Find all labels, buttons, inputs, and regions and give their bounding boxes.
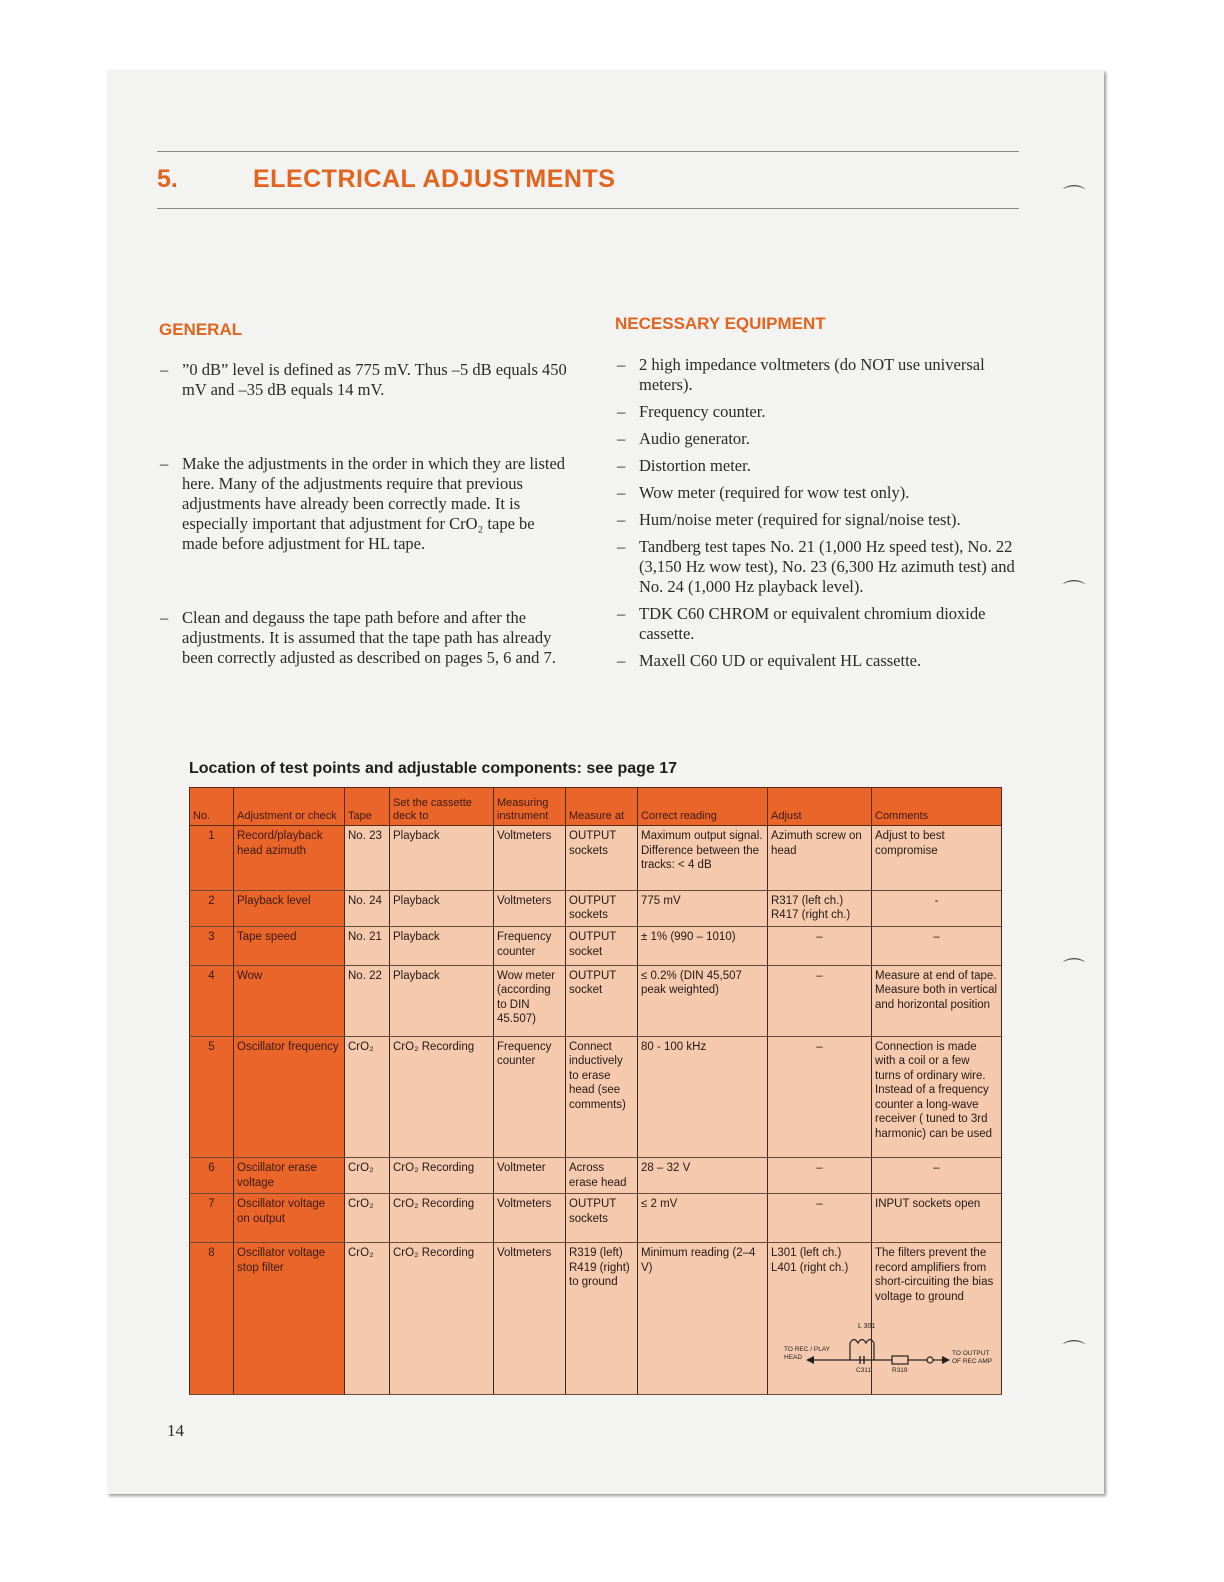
filter-circuit-diagram	[782, 1318, 1004, 1376]
cell-reading: 775 mV	[638, 890, 768, 926]
cell-measure-at: OUTPUT sockets	[566, 1194, 638, 1243]
cell-adjust: Azimuth screw on head	[768, 826, 872, 891]
cell-measure-at: OUTPUT socket	[566, 965, 638, 1036]
cell-reading: Minimum reading (2–4 V)	[638, 1243, 768, 1395]
cell-reading: ≤ 0.2% (DIN 45,507 peak weighted)	[638, 965, 768, 1036]
header-adjust: Adjust	[768, 788, 872, 826]
cell-comments: Adjust to best compromise	[872, 826, 1002, 891]
cell-set-deck: Playback	[390, 927, 494, 965]
coil-label: L 301	[858, 1323, 876, 1330]
section-title: ELECTRICAL ADJUSTMENTS	[253, 165, 616, 193]
binder-hole-icon	[1063, 180, 1083, 194]
left-label: TO REC / PLAY HEAD	[784, 1346, 830, 1361]
cell-reading: ± 1% (990 – 1010)	[638, 927, 768, 965]
list-item: – Frequency counter.	[617, 402, 1037, 422]
cell-adjustment: Playback level	[234, 890, 345, 926]
location-note: Location of test points and adjustable components: see page 17	[189, 760, 678, 777]
binder-hole-icon	[1063, 575, 1083, 589]
node-icon	[927, 1357, 933, 1363]
list-item: – Audio generator.	[617, 429, 1037, 449]
equipment-heading: NECESSARY EQUIPMENT	[615, 314, 826, 333]
cell-measure-at: OUTPUT sockets	[566, 826, 638, 891]
list-item: – 2 high impedance voltmeters (do NOT use universal meters).	[617, 355, 1037, 395]
list-item: – Hum/noise meter (required for signal/noise test).	[617, 510, 1037, 530]
table-row	[190, 1194, 1002, 1243]
cell-measure-at: Across erase head	[566, 1158, 638, 1194]
cell-instrument: Frequency counter	[494, 1036, 566, 1157]
cell-measure-at: OUTPUT sockets	[566, 890, 638, 926]
cell-set-deck: CrO₂ Recording	[390, 1158, 494, 1194]
cell-set-deck: CrO₂ Recording	[390, 1036, 494, 1157]
resistor-icon	[892, 1356, 908, 1364]
header-comments: Comments	[872, 788, 1002, 826]
cell-comments: Connection is made with a coil or a few turns of ordinary wire. Instead of a frequency counter a long-wave receiver ( tuned to 3rd harmonic) can be used	[872, 1036, 1002, 1157]
cell-adjust: –	[768, 927, 872, 965]
table-row	[190, 1158, 1002, 1194]
cell-set-deck: Playback	[390, 965, 494, 1036]
cell-set-deck: Playback	[390, 890, 494, 926]
title-rule	[157, 208, 1019, 209]
cell-adjust: –	[768, 1194, 872, 1243]
top-rule	[157, 151, 1019, 152]
cell-adjustment: Oscillator voltage stop filter	[234, 1243, 345, 1395]
comments-text: The filters prevent the record amplifiers from short-circuiting the bias voltage to ground	[875, 1247, 994, 1303]
cell-comments: Measure at end of tape. Measure both in vertical and horizontal position	[872, 965, 1002, 1036]
list-item: – TDK C60 CHROM or equivalent chromium dioxide cassette.	[617, 604, 1037, 644]
cell-measure-at: OUTPUT socket	[566, 927, 638, 965]
cell-adjustment: Oscillator voltage on output	[234, 1194, 345, 1243]
cell-tape: CrO₂	[345, 1194, 390, 1243]
list-item: – ”0 dB” level is defined as 775 mV. Thus –5 dB equals 450 mV and –35 dB equals 14 mV.	[160, 360, 570, 400]
cell-tape: No. 21	[345, 927, 390, 965]
cell-adjust: –	[768, 1158, 872, 1194]
list-item: – Clean and degauss the tape path before and after the adjustments. It is assumed that the tape path has already been correctly adjusted as described on pages 5, 6 and 7.	[160, 608, 570, 668]
cell-adjustment: Oscillator erase voltage	[234, 1158, 345, 1194]
cell-adjust: –	[768, 1036, 872, 1157]
coil-icon	[850, 1340, 874, 1361]
cell-comments: –	[872, 1158, 1002, 1194]
cell-instrument: Voltmeters	[494, 1194, 566, 1243]
cell-instrument: Voltmeters	[494, 826, 566, 891]
list-item: – Distortion meter.	[617, 456, 1037, 476]
adjustments-table	[189, 787, 1002, 1395]
cell-set-deck: Playback	[390, 826, 494, 891]
cell-adjust: R317 (left ch.) R417 (right ch.)	[768, 890, 872, 926]
binder-hole-icon	[1063, 1335, 1083, 1349]
header-tape: Tape	[345, 788, 390, 826]
cell-adjustment: Tape speed	[234, 927, 345, 965]
cell-reading: Maximum output signal. Difference between the tracks: < 4 dB	[638, 826, 768, 891]
cell-tape: CrO₂	[345, 1158, 390, 1194]
cell-adjustment: Oscillator frequency	[234, 1036, 345, 1157]
list-item: – Make the adjustments in the order in which they are listed here. Many of the adjustments require that previous adjustments have already been correctly made. It is especially important that adjustment for CrO₂ tape be made before adjustment for HL tape.	[160, 454, 570, 554]
cell-comments: -	[872, 890, 1002, 926]
right-label: TO OUTPUT OF REC AMP	[952, 1350, 993, 1365]
cell-instrument: Voltmeters	[494, 890, 566, 926]
cell-comments: INPUT sockets open	[872, 1194, 1002, 1243]
cell-no: 4	[190, 965, 234, 1036]
cell-tape: No. 23	[345, 826, 390, 891]
cell-instrument: Voltmeter	[494, 1158, 566, 1194]
general-heading: GENERAL	[159, 320, 243, 339]
header-measure-at: Measure at	[566, 788, 638, 826]
cell-no: 5	[190, 1036, 234, 1157]
cell-adjust: L301 (left ch.) L401 (right ch.)	[768, 1243, 872, 1395]
cell-tape: CrO₂	[345, 1243, 390, 1395]
table-row	[190, 826, 1002, 891]
cell-adjustment: Wow	[234, 965, 345, 1036]
header-no: No.	[190, 788, 234, 826]
cell-no: 3	[190, 927, 234, 965]
cell-adjust: –	[768, 965, 872, 1036]
table-row	[190, 1036, 1002, 1157]
table-row	[190, 965, 1002, 1036]
cell-measure-at: R319 (left) R419 (right) to ground	[566, 1243, 638, 1395]
header-adjustment: Adjustment or check	[234, 788, 345, 826]
binder-hole-icon	[1063, 953, 1083, 967]
section-number: 5.	[157, 165, 178, 193]
cell-reading: 28 – 32 V	[638, 1158, 768, 1194]
arrow-right-icon	[942, 1356, 950, 1364]
cell-no: 1	[190, 826, 234, 891]
arrow-left-icon	[806, 1356, 814, 1364]
cell-set-deck: CrO₂ Recording	[390, 1243, 494, 1395]
list-item: – Maxell C60 UD or equivalent HL cassette.	[617, 651, 1037, 671]
capacitor-label: C311	[856, 1367, 872, 1374]
table-header-row	[190, 788, 1002, 826]
cell-no: 8	[190, 1243, 234, 1395]
list-item: – Wow meter (required for wow test only).	[617, 483, 1037, 503]
header-instrument: Measuring instrument	[494, 788, 566, 826]
cell-tape: No. 22	[345, 965, 390, 1036]
cell-measure-at: Connect inductively to erase head (see comments)	[566, 1036, 638, 1157]
header-set-deck: Set the cassette deck to	[390, 788, 494, 826]
list-item: – Tandberg test tapes No. 21 (1,000 Hz speed test), No. 22 (3,150 Hz wow test), No. 23 (6,300 Hz azimuth test) and No. 24 (1,000 Hz playback level).	[617, 537, 1037, 597]
cell-no: 6	[190, 1158, 234, 1194]
general-list	[160, 360, 570, 668]
table-row	[190, 890, 1002, 926]
cell-tape: No. 24	[345, 890, 390, 926]
cell-no: 7	[190, 1194, 234, 1243]
cell-reading: ≤ 2 mV	[638, 1194, 768, 1243]
header-reading: Correct reading	[638, 788, 768, 826]
cell-set-deck: CrO₂ Recording	[390, 1194, 494, 1243]
cell-instrument: Frequency counter	[494, 927, 566, 965]
cell-reading: 80 - 100 kHz	[638, 1036, 768, 1157]
resistor-label: R319	[892, 1367, 908, 1374]
page-number: 14	[167, 1421, 184, 1440]
cell-tape: CrO₂	[345, 1036, 390, 1157]
cell-instrument: Wow meter (according to DIN 45.507)	[494, 965, 566, 1036]
cell-no: 2	[190, 890, 234, 926]
equipment-list	[617, 355, 1037, 671]
cell-comments: –	[872, 927, 1002, 965]
table-row	[190, 927, 1002, 965]
cell-adjustment: Record/playback head azimuth	[234, 826, 345, 891]
cell-instrument: Voltmeters	[494, 1243, 566, 1395]
